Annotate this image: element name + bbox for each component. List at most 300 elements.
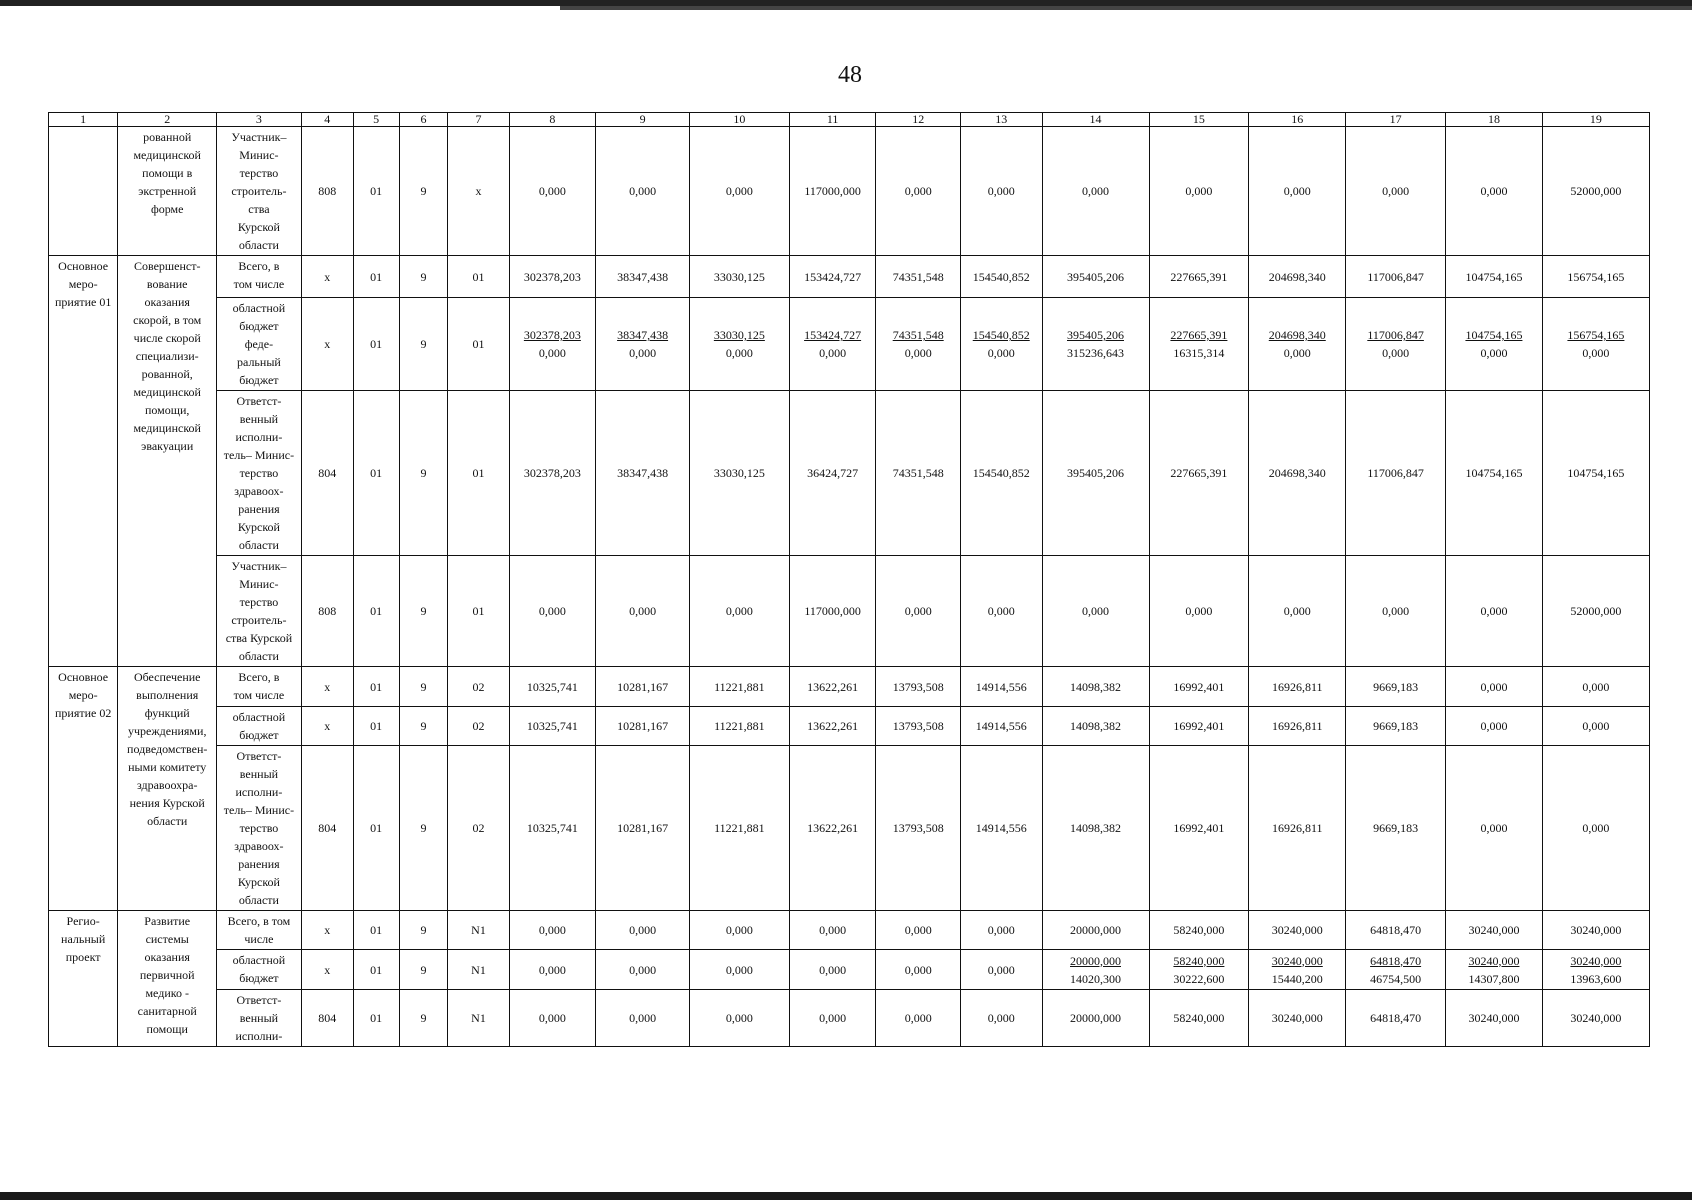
value-cell <box>1249 667 1346 707</box>
value-primary: 0,000 <box>1283 184 1311 198</box>
value-cell <box>689 667 789 707</box>
value-cell <box>1249 391 1346 556</box>
value-primary: 0,000 <box>725 923 753 937</box>
value-cell <box>509 911 596 950</box>
value-cell <box>1149 298 1249 391</box>
value-primary: 74351,548 <box>892 328 944 342</box>
value-cell <box>1346 298 1446 391</box>
code-cell: х <box>301 667 353 707</box>
value-cell <box>1446 556 1543 667</box>
value-cell <box>1249 298 1346 391</box>
value-primary: 74351,548 <box>892 466 944 480</box>
value-cell <box>509 298 596 391</box>
value-cell <box>1542 391 1649 556</box>
code-cell: 9 <box>399 746 448 911</box>
value-primary: 38347,438 <box>617 328 669 342</box>
code-cell: 01 <box>353 990 399 1047</box>
value-cell <box>960 256 1042 298</box>
value-cell <box>1346 556 1446 667</box>
value-cell <box>1149 950 1249 990</box>
code-cell: 01 <box>353 911 399 950</box>
value-cell <box>689 746 789 911</box>
value-cell <box>1149 911 1249 950</box>
value-cell <box>509 391 596 556</box>
value-cell <box>596 127 690 256</box>
value-primary: 30240,000 <box>1570 953 1622 968</box>
value-primary: 14914,556 <box>975 821 1027 835</box>
value-cell <box>789 911 876 950</box>
value-primary: 0,000 <box>538 962 566 977</box>
value-primary: 0,000 <box>1185 604 1213 618</box>
value-primary: 0,000 <box>538 604 566 618</box>
value-primary: 117006,847 <box>1367 328 1424 342</box>
table-body <box>49 113 1650 1047</box>
value-primary: 64818,470 <box>1370 923 1422 937</box>
value-primary: 0,000 <box>725 962 753 977</box>
value-primary: 117000,000 <box>804 604 861 618</box>
value-cell <box>789 298 876 391</box>
value-cell <box>960 707 1042 746</box>
value-cell <box>876 911 961 950</box>
value-cell <box>1149 746 1249 911</box>
measure-type-cell: Основное меро- приятие 02 <box>49 667 118 911</box>
value-cell <box>509 556 596 667</box>
value-cell <box>876 556 961 667</box>
value-primary: 30240,000 <box>1468 953 1520 968</box>
value-cell <box>1042 990 1149 1047</box>
value-primary: 0,000 <box>629 1011 657 1025</box>
value-secondary: 14307,800 <box>1468 971 1520 986</box>
value-cell <box>596 707 690 746</box>
responsible-cell: Всего, в том числе <box>217 667 302 707</box>
responsible-cell: Всего, в том числе <box>217 256 302 298</box>
value-cell <box>960 746 1042 911</box>
value-cell <box>596 256 690 298</box>
code-cell: 01 <box>353 556 399 667</box>
column-header: 5 <box>353 113 399 127</box>
column-header: 13 <box>960 113 1042 127</box>
value-primary: 117000,000 <box>804 184 861 198</box>
responsible-cell: Ответст- венный исполни- тель– Минис- терство здравоох- ранения Курской области <box>217 391 302 556</box>
column-header: 9 <box>596 113 690 127</box>
table-row <box>49 127 1650 256</box>
code-cell: 9 <box>399 256 448 298</box>
column-header: 2 <box>118 113 217 127</box>
table-row <box>49 667 1650 707</box>
value-primary: 204698,340 <box>1268 269 1326 284</box>
value-secondary: 0,000 <box>1582 346 1610 360</box>
code-cell: 9 <box>399 990 448 1047</box>
value-primary: 30240,000 <box>1271 1011 1323 1025</box>
value-cell <box>1249 950 1346 990</box>
code-cell: 9 <box>399 950 448 990</box>
value-cell <box>789 746 876 911</box>
responsible-cell: областной бюджет феде- ральный бюджет <box>217 298 302 391</box>
scan-edge-top-shadow <box>560 6 1692 10</box>
value-primary: 0,000 <box>725 604 753 618</box>
value-primary: 33030,125 <box>713 466 765 480</box>
value-cell <box>960 667 1042 707</box>
value-cell <box>689 127 789 256</box>
responsible-cell: областной бюджет <box>217 950 302 990</box>
value-primary: 0,000 <box>904 962 932 977</box>
code-cell: х <box>301 256 353 298</box>
code-cell: 01 <box>353 707 399 746</box>
value-primary: 9669,183 <box>1373 679 1419 694</box>
value-cell <box>1542 667 1649 707</box>
value-cell <box>876 990 961 1047</box>
value-cell <box>689 911 789 950</box>
value-secondary: 30222,600 <box>1173 971 1225 986</box>
value-cell <box>1149 990 1249 1047</box>
value-cell <box>596 950 690 990</box>
code-cell: 01 <box>448 256 509 298</box>
column-header: 19 <box>1542 113 1649 127</box>
value-cell <box>509 950 596 990</box>
value-cell <box>876 391 961 556</box>
value-cell <box>1149 667 1249 707</box>
value-primary: 0,000 <box>1582 719 1610 733</box>
value-primary: 30240,000 <box>1570 923 1622 937</box>
value-primary: 0,000 <box>725 1011 753 1025</box>
value-primary: 0,000 <box>987 962 1015 977</box>
value-cell <box>876 298 961 391</box>
value-cell <box>1042 950 1149 990</box>
value-primary: 30240,000 <box>1468 1011 1520 1025</box>
value-primary: 0,000 <box>1480 679 1508 694</box>
value-cell <box>1149 127 1249 256</box>
value-primary: 0,000 <box>1082 604 1109 618</box>
value-primary: 13622,261 <box>807 821 859 835</box>
value-primary: 156754,165 <box>1567 328 1625 342</box>
value-primary: 0,000 <box>987 1011 1015 1025</box>
value-primary: 64818,470 <box>1370 953 1422 968</box>
value-primary: 0,000 <box>1283 604 1311 618</box>
value-cell <box>1042 256 1149 298</box>
code-cell: N1 <box>448 911 509 950</box>
code-cell: 9 <box>399 556 448 667</box>
measure-name-cell: Развитие системы оказания первичной медико - санитарной помощи <box>118 911 217 1047</box>
value-primary: 117006,847 <box>1367 466 1424 480</box>
value-secondary: 0,000 <box>1283 346 1311 360</box>
value-primary: 0,000 <box>904 184 932 198</box>
value-cell <box>596 911 690 950</box>
value-cell <box>1042 707 1149 746</box>
column-header: 16 <box>1249 113 1346 127</box>
value-cell <box>1042 556 1149 667</box>
value-primary: 0,000 <box>987 923 1015 937</box>
value-cell <box>689 707 789 746</box>
table-row <box>49 391 1650 556</box>
code-cell: N1 <box>448 950 509 990</box>
table-row <box>49 298 1650 391</box>
value-cell <box>509 746 596 911</box>
value-primary: 302378,203 <box>523 466 581 480</box>
value-primary: 20000,000 <box>1070 1011 1121 1025</box>
value-cell <box>789 990 876 1047</box>
value-cell <box>689 990 789 1047</box>
value-primary: 0,000 <box>904 1011 932 1025</box>
value-primary: 0,000 <box>629 923 657 937</box>
value-primary: 154540,852 <box>972 466 1030 480</box>
value-primary: 0,000 <box>1480 821 1508 835</box>
value-cell <box>789 256 876 298</box>
value-primary: 302378,203 <box>523 269 581 284</box>
column-header: 10 <box>689 113 789 127</box>
value-cell <box>509 990 596 1047</box>
value-secondary: 0,000 <box>1480 346 1508 360</box>
value-primary: 16926,811 <box>1271 719 1323 733</box>
code-cell: 9 <box>399 391 448 556</box>
value-primary: 16926,811 <box>1271 821 1323 835</box>
value-cell <box>689 298 789 391</box>
column-header: 18 <box>1446 113 1543 127</box>
column-header: 6 <box>399 113 448 127</box>
value-primary: 0,000 <box>904 923 932 937</box>
measure-type-cell <box>49 127 118 256</box>
value-primary: 0,000 <box>819 923 847 937</box>
measure-type-cell: Регио- нальный проект <box>49 911 118 1047</box>
value-cell <box>1346 127 1446 256</box>
value-cell <box>1249 911 1346 950</box>
value-cell <box>1149 391 1249 556</box>
value-secondary: 0,000 <box>904 346 932 360</box>
value-primary: 0,000 <box>987 184 1015 198</box>
column-header: 17 <box>1346 113 1446 127</box>
value-primary: 20000,000 <box>1070 923 1121 937</box>
value-primary: 30240,000 <box>1271 953 1323 968</box>
value-secondary: 15440,200 <box>1271 971 1323 986</box>
value-cell <box>1346 707 1446 746</box>
value-primary: 0,000 <box>1382 184 1410 198</box>
value-cell <box>509 707 596 746</box>
value-primary: 38347,438 <box>617 269 669 284</box>
code-cell: 02 <box>448 746 509 911</box>
value-primary: 11221,881 <box>714 679 765 694</box>
column-header: 7 <box>448 113 509 127</box>
value-cell <box>789 556 876 667</box>
value-primary: 30240,000 <box>1468 923 1520 937</box>
value-primary: 14098,382 <box>1070 679 1121 694</box>
value-cell <box>789 667 876 707</box>
scan-edge-bottom <box>0 1192 1692 1200</box>
value-primary: 16992,401 <box>1173 719 1225 733</box>
value-cell <box>789 127 876 256</box>
value-cell <box>876 256 961 298</box>
value-cell <box>1042 298 1149 391</box>
value-cell <box>1542 950 1649 990</box>
value-cell <box>1446 990 1543 1047</box>
column-header: 1 <box>49 113 118 127</box>
value-cell <box>596 990 690 1047</box>
value-cell <box>1446 256 1543 298</box>
value-primary: 13793,508 <box>892 821 944 835</box>
value-cell <box>1542 127 1649 256</box>
table-row <box>49 990 1650 1047</box>
value-cell <box>960 127 1042 256</box>
value-cell <box>960 990 1042 1047</box>
value-cell <box>960 911 1042 950</box>
value-primary: 156754,165 <box>1567 269 1625 284</box>
code-cell: 808 <box>301 556 353 667</box>
value-secondary: 0,000 <box>987 346 1015 360</box>
code-cell: 01 <box>353 950 399 990</box>
column-header: 4 <box>301 113 353 127</box>
code-cell: 01 <box>353 391 399 556</box>
code-cell: N1 <box>448 990 509 1047</box>
value-primary: 30240,000 <box>1570 1011 1622 1025</box>
table-row <box>49 256 1650 298</box>
page-number: 48 <box>838 62 862 88</box>
value-primary: 33030,125 <box>713 328 765 342</box>
code-cell: 01 <box>353 667 399 707</box>
value-cell <box>1346 950 1446 990</box>
value-cell <box>1446 746 1543 911</box>
value-cell <box>1249 556 1346 667</box>
code-cell: 02 <box>448 707 509 746</box>
value-primary: 14914,556 <box>975 719 1027 733</box>
value-cell <box>1446 391 1543 556</box>
value-cell <box>509 256 596 298</box>
code-cell: 9 <box>399 667 448 707</box>
code-cell: х <box>448 127 509 256</box>
value-primary: 227665,391 <box>1170 269 1228 284</box>
value-primary: 13622,261 <box>807 679 859 694</box>
table-row <box>49 556 1650 667</box>
value-cell <box>960 950 1042 990</box>
value-cell <box>1249 127 1346 256</box>
value-primary: 395405,206 <box>1067 466 1124 480</box>
measure-name-cell: Совершенст- вование оказания скорой, в том числе скорой специализи- рованной, медицинской помощи, медицинской эвакуации <box>118 256 217 667</box>
value-cell <box>596 667 690 707</box>
value-cell <box>1446 707 1543 746</box>
value-cell <box>1249 746 1346 911</box>
value-primary: 227665,391 <box>1170 466 1228 480</box>
value-primary: 10325,741 <box>526 719 578 733</box>
table-row <box>49 911 1650 950</box>
code-cell: х <box>301 911 353 950</box>
value-cell <box>1346 256 1446 298</box>
value-primary: 10325,741 <box>526 821 578 835</box>
value-cell <box>1542 298 1649 391</box>
responsible-cell: Участник– Минис- терство строитель- ства Курской области <box>217 556 302 667</box>
value-cell <box>1346 990 1446 1047</box>
value-cell <box>596 298 690 391</box>
value-primary: 14098,382 <box>1070 719 1121 733</box>
value-primary: 13793,508 <box>892 719 944 733</box>
value-primary: 227665,391 <box>1170 328 1228 342</box>
code-cell: 804 <box>301 391 353 556</box>
value-cell <box>876 746 961 911</box>
column-header: 14 <box>1042 113 1149 127</box>
value-primary: 302378,203 <box>523 328 581 342</box>
column-header: 15 <box>1149 113 1249 127</box>
value-primary: 0,000 <box>819 962 847 977</box>
header-row <box>49 113 1650 127</box>
value-cell <box>1446 667 1543 707</box>
value-cell <box>1542 256 1649 298</box>
value-primary: 52000,000 <box>1570 184 1622 198</box>
value-primary: 0,000 <box>538 923 566 937</box>
measure-type-cell: Основное меро- приятие 01 <box>49 256 118 667</box>
value-primary: 14098,382 <box>1070 821 1121 835</box>
value-cell <box>596 746 690 911</box>
value-cell <box>1249 990 1346 1047</box>
value-cell <box>1346 667 1446 707</box>
responsible-cell: областной бюджет <box>217 707 302 746</box>
value-primary: 36424,727 <box>807 466 859 480</box>
value-cell <box>876 127 961 256</box>
value-primary: 64818,470 <box>1370 1011 1422 1025</box>
value-primary: 154540,852 <box>972 328 1030 342</box>
value-cell <box>789 707 876 746</box>
value-primary: 10325,741 <box>526 679 578 694</box>
code-cell: 02 <box>448 667 509 707</box>
value-cell <box>1446 298 1543 391</box>
code-cell: 01 <box>353 746 399 911</box>
table-row <box>49 707 1650 746</box>
value-primary: 10281,167 <box>617 719 669 733</box>
budget-table <box>48 112 1650 1047</box>
value-primary: 38347,438 <box>617 466 669 480</box>
value-cell <box>1149 256 1249 298</box>
value-primary: 16926,811 <box>1271 679 1323 694</box>
value-secondary: 0,000 <box>629 346 657 360</box>
value-primary: 0,000 <box>538 184 566 198</box>
value-cell <box>1446 950 1543 990</box>
value-primary: 13793,508 <box>892 679 944 694</box>
value-cell <box>960 391 1042 556</box>
value-primary: 13622,261 <box>807 719 859 733</box>
value-primary: 16992,401 <box>1173 679 1225 694</box>
value-secondary: 46754,500 <box>1370 971 1422 986</box>
value-secondary: 0,000 <box>725 346 753 360</box>
value-primary: 117006,847 <box>1367 269 1424 284</box>
value-primary: 0,000 <box>725 184 753 198</box>
value-primary: 153424,727 <box>804 269 862 284</box>
code-cell: 9 <box>399 911 448 950</box>
column-header: 12 <box>876 113 961 127</box>
value-cell <box>689 391 789 556</box>
responsible-cell: Ответст- венный исполни- тель– Минис- терство здравоох- ранения Курской области <box>217 746 302 911</box>
code-cell: 01 <box>448 556 509 667</box>
value-cell <box>1542 556 1649 667</box>
value-primary: 58240,000 <box>1173 953 1225 968</box>
value-primary: 154540,852 <box>972 269 1030 284</box>
value-secondary: 0,000 <box>819 346 847 360</box>
value-secondary: 14020,300 <box>1070 971 1121 986</box>
value-primary: 395405,206 <box>1067 328 1124 342</box>
value-primary: 58240,000 <box>1173 923 1225 937</box>
value-cell <box>1042 911 1149 950</box>
value-cell <box>960 298 1042 391</box>
value-primary: 104754,165 <box>1465 269 1523 284</box>
code-cell: 9 <box>399 707 448 746</box>
value-cell <box>1042 667 1149 707</box>
value-cell <box>1346 911 1446 950</box>
code-cell: 9 <box>399 127 448 256</box>
value-secondary: 16315,314 <box>1173 346 1225 360</box>
code-cell: 01 <box>353 298 399 391</box>
value-cell <box>876 707 961 746</box>
code-cell: х <box>301 950 353 990</box>
code-cell: 804 <box>301 990 353 1047</box>
value-primary: 0,000 <box>1480 184 1508 198</box>
value-cell <box>1446 911 1543 950</box>
responsible-cell: Участник– Минис- терство строитель- ства Курской области <box>217 127 302 256</box>
value-cell <box>596 556 690 667</box>
value-primary: 74351,548 <box>892 269 944 284</box>
